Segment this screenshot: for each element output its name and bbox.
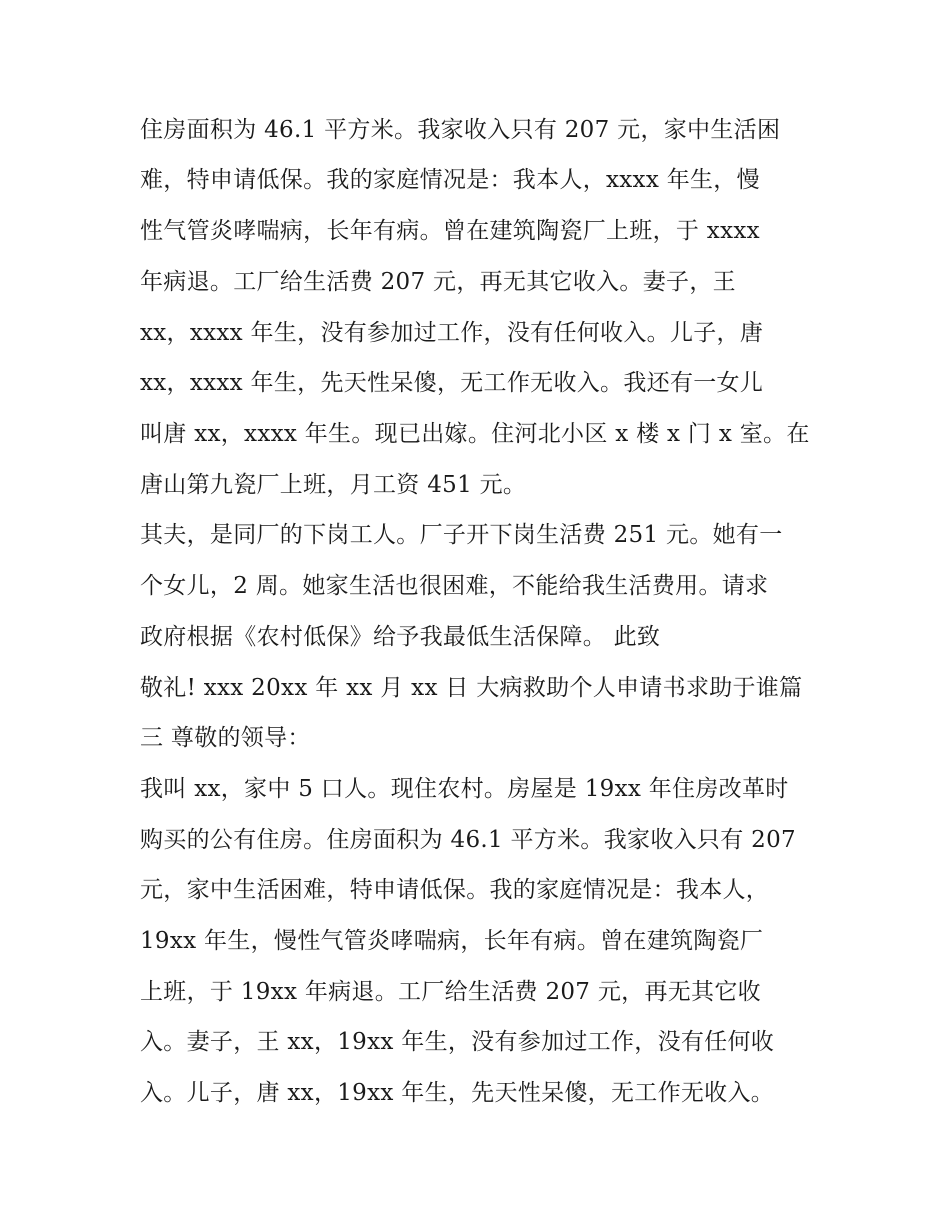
text-line: 我叫 xx，家中 5 口人。现住农村。房屋是 19xx 年住房改革时: [140, 776, 789, 802]
text-line: 难，特申请低保。我的家庭情况是：我本人，xxxx 年生，慢: [140, 167, 760, 193]
text-line: xx，xxxx 年生，没有参加过工作，没有任何收入。儿子，唐: [140, 320, 764, 346]
text-line: 政府根据《农村低保》给予我最低生活保障。 此致: [140, 624, 661, 650]
text-line: 敬礼! xxx 20xx 年 xx 月 xx 日 大病救助个人申请书求助于谁篇: [140, 675, 803, 701]
text-line: 叫唐 xx，xxxx 年生。现已出嫁。住河北小区 x 楼 x 门 x 室。在: [140, 421, 810, 447]
text-line: 性气管炎哮喘病，长年有病。曾在建筑陶瓷厂上班，于 xxxx: [140, 218, 760, 244]
text-line: 19xx 年生，慢性气管炎哮喘病，长年有病。曾在建筑陶瓷厂: [140, 928, 764, 954]
text-line: 住房面积为 46.1 平方米。我家收入只有 207 元，家中生活困: [140, 117, 781, 143]
text-line: 个女儿，2 周。她家生活也很困难，不能给我生活费用。请求: [140, 573, 769, 599]
text-line: 年病退。工厂给生活费 207 元，再无其它收入。妻子，王: [140, 269, 736, 295]
text-line: xx，xxxx 年生，先天性呆傻，无工作无收入。我还有一女儿: [140, 370, 764, 396]
text-line: 其夫，是同厂的下岗工人。厂子开下岗生活费 251 元。她有一: [140, 522, 783, 548]
text-line: 三 尊敬的领导：: [140, 725, 311, 751]
text-line: 元，家中生活困难，特申请低保。我的家庭情况是：我本人，: [140, 877, 770, 903]
text-line: 入。儿子，唐 xx，19xx 年生，先天性呆傻，无工作无收入。: [140, 1080, 775, 1106]
text-line: 入。妻子，王 xx，19xx 年生，没有参加过工作，没有任何收: [140, 1029, 775, 1055]
text-line: 上班，于 19xx 年病退。工厂给生活费 207 元，再无其它收: [140, 979, 761, 1005]
text-line: 唐山第九瓷厂上班，月工资 451 元。: [140, 472, 527, 498]
text-line: 购买的公有住房。住房面积为 46.1 平方米。我家收入只有 207: [140, 827, 796, 853]
